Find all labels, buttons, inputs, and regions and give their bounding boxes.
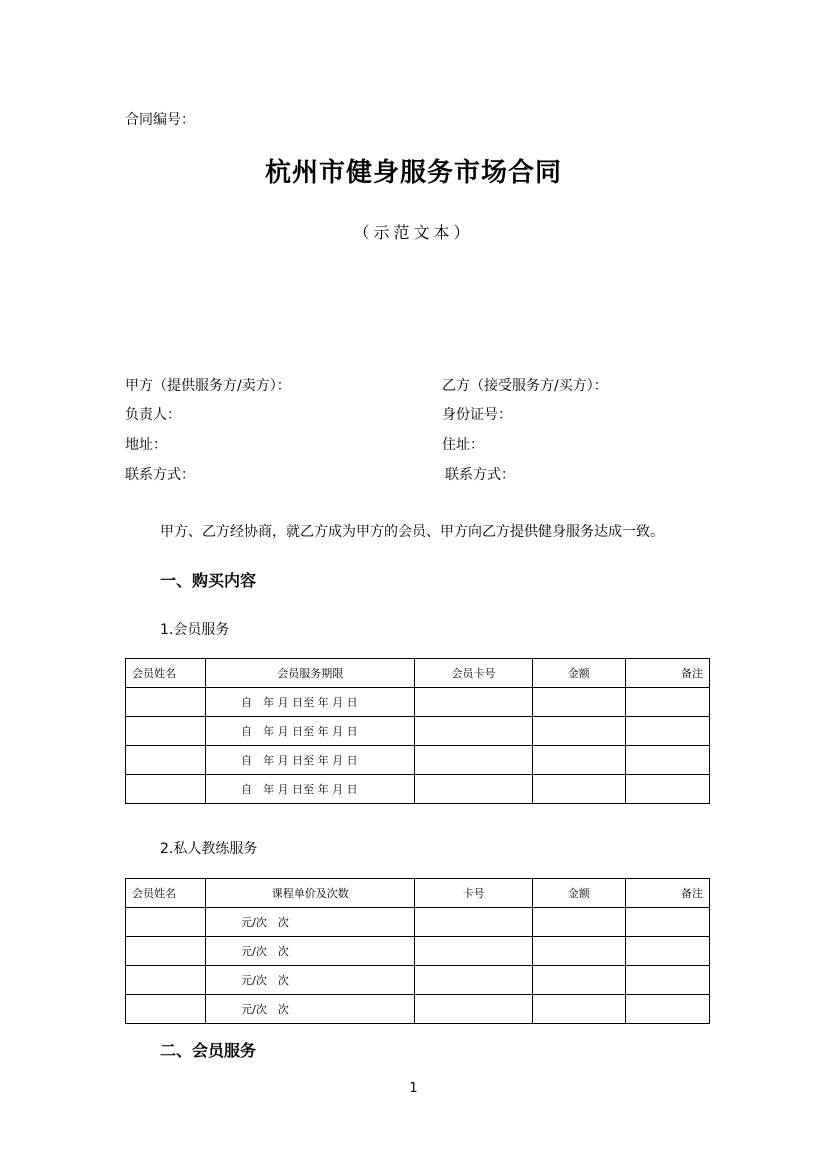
table-cell (126, 775, 206, 804)
table-cell (126, 937, 206, 966)
table-cell (415, 937, 532, 966)
table-cell (415, 775, 532, 804)
table-cell (532, 995, 625, 1024)
table-row (126, 746, 710, 775)
column-header: 会员姓名 (126, 659, 206, 688)
table-cell (625, 937, 709, 966)
table-cell (532, 908, 625, 937)
party-b-contact-label: 联系方式： (445, 467, 515, 483)
column-header: 卡号 (415, 879, 532, 908)
column-header: 金额 (532, 879, 625, 908)
table-cell (126, 688, 206, 717)
table-cell (625, 746, 709, 775)
table-cell (126, 908, 206, 937)
membership-service-heading: 1.会员服务 (160, 622, 230, 638)
table-cell: 自 年 月 日至 年 月 日 (206, 717, 415, 746)
section2-heading: 二、会员服务 (160, 1041, 257, 1060)
party-b-label: 乙方（接受服务方/买方）： (442, 378, 608, 394)
table-cell (415, 688, 532, 717)
table-cell (415, 966, 532, 995)
table-row (126, 688, 710, 717)
table-cell: 元/次 次 (206, 966, 415, 995)
party-a-contact-label: 联系方式： (125, 467, 195, 483)
party-b-address-label: 住址： (442, 437, 484, 453)
table-cell (415, 995, 532, 1024)
table-cell (126, 966, 206, 995)
column-header: 金额 (532, 659, 625, 688)
table-cell (415, 908, 532, 937)
table-cell (532, 937, 625, 966)
table-cell: 元/次 次 (206, 995, 415, 1024)
table-cell (625, 717, 709, 746)
table-header-row (126, 879, 710, 908)
table-cell (415, 746, 532, 775)
document-title: 杭州市健身服务市场合同 (264, 158, 562, 188)
table-cell: 元/次 次 (206, 937, 415, 966)
table-cell (126, 717, 206, 746)
column-header: 备注 (625, 659, 709, 688)
table-cell (532, 775, 625, 804)
column-header: 会员姓名 (126, 879, 206, 908)
party-a-label: 甲方（提供服务方/卖方）： (125, 378, 291, 394)
column-header: 会员服务期限 (206, 659, 415, 688)
table-cell (126, 746, 206, 775)
table-cell (625, 908, 709, 937)
table-cell (625, 995, 709, 1024)
document-subtitle: （示范文本） (353, 223, 474, 242)
table-cell (532, 966, 625, 995)
table-cell (532, 688, 625, 717)
table-cell (625, 966, 709, 995)
table-cell: 元/次 次 (206, 908, 415, 937)
table-row (126, 908, 710, 937)
table-row (126, 937, 710, 966)
table-cell (532, 717, 625, 746)
table-row (126, 775, 710, 804)
table-cell: 自 年 月 日至 年 月 日 (206, 746, 415, 775)
table-row (126, 966, 710, 995)
page-number: 1 (409, 1081, 418, 1096)
column-header: 备注 (625, 879, 709, 908)
section1-heading: 一、购买内容 (160, 571, 257, 590)
personal-trainer-table (125, 878, 710, 1024)
table-header-row (126, 659, 710, 688)
party-a-address-label: 地址： (125, 437, 167, 453)
table-cell: 自 年 月 日至 年 月 日 (206, 688, 415, 717)
table-cell (625, 775, 709, 804)
table-row (126, 995, 710, 1024)
table-cell (415, 717, 532, 746)
table-row (126, 717, 710, 746)
table-cell (126, 995, 206, 1024)
membership-service-table (125, 658, 710, 804)
table-cell (532, 746, 625, 775)
personal-trainer-heading: 2.私人教练服务 (160, 841, 258, 857)
column-header: 课程单价及次数 (206, 879, 415, 908)
party-b-id-label: 身份证号： (442, 407, 512, 423)
party-a-person-label: 负责人： (125, 407, 181, 423)
table-cell: 自 年 月 日至 年 月 日 (206, 775, 415, 804)
intro-paragraph: 甲方、乙方经协商，就乙方成为甲方的会员、甲方向乙方提供健身服务达成一致。 (160, 524, 664, 540)
contract-number-label: 合同编号： (125, 112, 195, 128)
column-header: 会员卡号 (415, 659, 532, 688)
table-cell (625, 688, 709, 717)
